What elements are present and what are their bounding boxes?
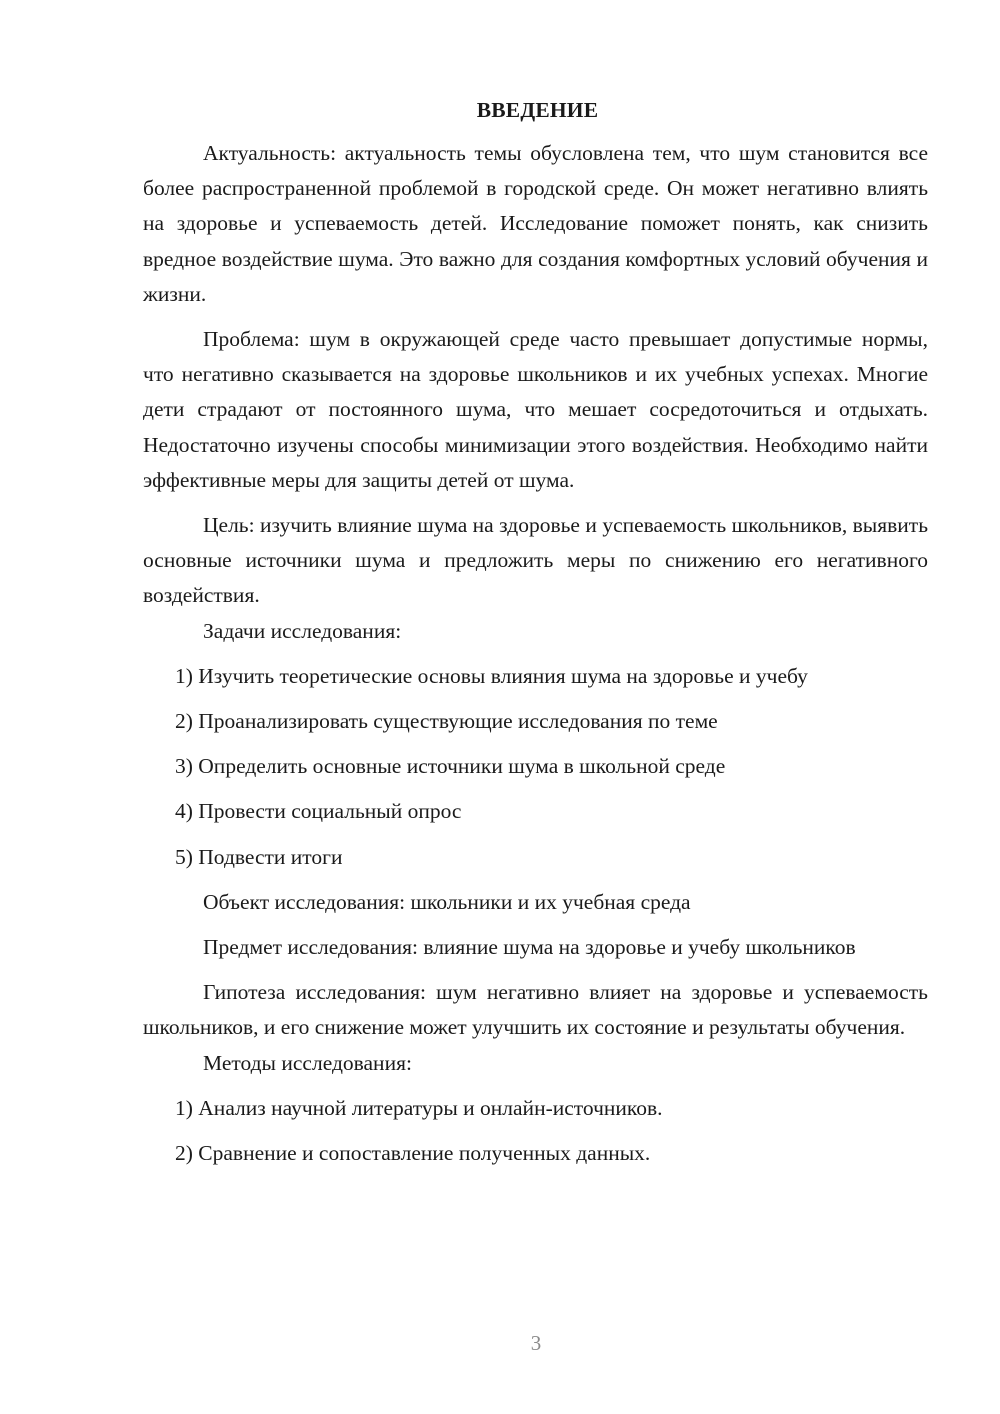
tasks-label: Задачи исследования:	[203, 618, 402, 643]
list-item: 2) Сравнение и сопоставление полученных данных.	[175, 1141, 651, 1166]
page-number: 3	[530, 1331, 542, 1355]
list-item: 5) Подвести итоги	[175, 844, 343, 869]
page-title: ВВЕДЕНИЕ	[476, 98, 599, 122]
methods-list	[143, 1091, 928, 1171]
methods-label: Методы исследования:	[203, 1050, 412, 1075]
tasks-list	[143, 659, 928, 875]
list-item: 3) Определить основные источники шума в школьной среде	[175, 754, 726, 779]
goal-paragraph: Цель: изучить влияние шума на здоровье и успеваемость школьников, выявить основные источники шума и предложить меры по снижению его негативного воздействия.	[143, 513, 928, 608]
list-item: 1) Анализ научной литературы и онлайн-источников.	[175, 1095, 663, 1120]
object-paragraph: Объект исследования: школьники и их учебная среда	[203, 889, 691, 914]
list-item: 2) Проанализировать существующие исследования по теме	[175, 709, 718, 734]
list-item: 4) Провести социальный опрос	[175, 799, 462, 824]
page-content	[143, 93, 928, 1171]
problem-paragraph: Проблема: шум в окружающей среде часто превышает допустимые нормы, что негативно сказывается на здоровье школьников и их учебных успехах. Многие дети страдают от постоянного шума, что мешает сосредоточиться и отдыхать. Недостаточно изучены способы минимизации этого воздействия. Необходимо найти эффективные меры для защиты детей от шума.	[143, 327, 928, 492]
subject-paragraph: Предмет исследования: влияние шума на здоровье и учебу школьников	[203, 935, 856, 960]
hypothesis-paragraph: Гипотеза исследования: шум негативно влияет на здоровье и успеваемость школьников, и его снижение может улучшить их состояние и результаты обучения.	[143, 980, 928, 1040]
relevance-paragraph: Актуальность: актуальность темы обусловлена тем, что шум становится все более распространенной проблемой в городской среде. Он может негативно влиять на здоровье и успеваемость детей. Исследование поможет понять, как снизить вредное воздействие шума. Это важно для создания комфортных условий обучения и жизни.	[143, 141, 928, 306]
list-item: 1) Изучить теоретические основы влияния шума на здоровье и учебу	[175, 663, 808, 688]
